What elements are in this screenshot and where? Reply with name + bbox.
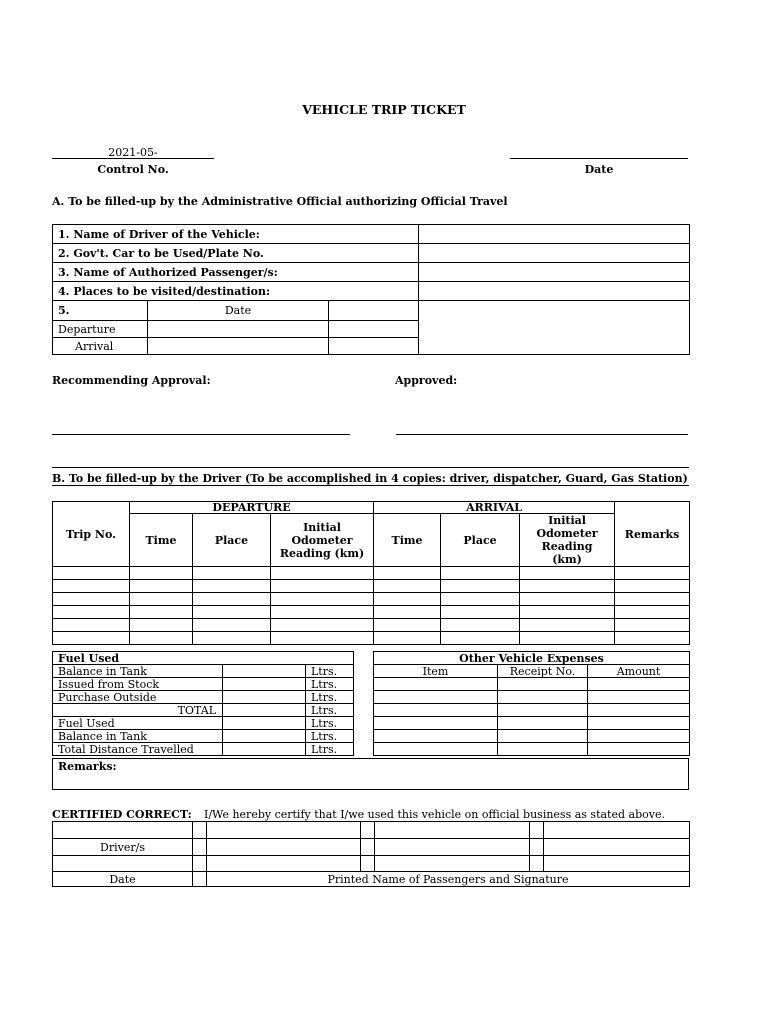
approved-signature-line[interactable] [396, 434, 688, 435]
trip-log-cell[interactable] [130, 632, 193, 645]
trip-log-cell[interactable] [53, 606, 130, 619]
trip-log-cell[interactable] [374, 606, 441, 619]
departure-time-header: Time [130, 514, 193, 567]
cert-check-box[interactable] [530, 822, 544, 839]
trip-log-cell[interactable] [615, 632, 690, 645]
destination-field[interactable] [419, 282, 690, 301]
trip-log-cell[interactable] [130, 593, 193, 606]
trip-log-cell[interactable] [441, 606, 520, 619]
trip-log-cell[interactable] [374, 567, 441, 580]
expense-row [374, 730, 690, 743]
departure-odometer-header: Initial Odometer Reading (km) [271, 514, 374, 567]
fuel-row [53, 678, 354, 691]
trip-log-cell[interactable] [520, 580, 615, 593]
trip-log-cell[interactable] [615, 593, 690, 606]
expense-cell[interactable] [374, 730, 498, 743]
fuel-row [53, 665, 354, 678]
expense-row [374, 743, 690, 756]
cert-check-box[interactable] [530, 839, 544, 856]
trip-log-cell[interactable] [615, 606, 690, 619]
control-number-label: Control No. [97, 163, 169, 176]
trip-log-cell[interactable] [271, 593, 374, 606]
trip-log-cell[interactable] [193, 619, 271, 632]
trip-log-cell[interactable] [374, 580, 441, 593]
fuel-row-label: TOTAL [53, 704, 223, 717]
fuel-table [52, 651, 354, 756]
expenses-amount-header: Amount [588, 665, 690, 678]
trip-log-cell[interactable] [520, 567, 615, 580]
fuel-row-label: Balance in Tank [53, 730, 223, 743]
trip-log-cell[interactable] [130, 606, 193, 619]
expense-cell[interactable] [588, 743, 690, 756]
expense-cell[interactable] [374, 717, 498, 730]
trip-log-cell[interactable] [615, 580, 690, 593]
fuel-row-label: Total Distance Travelled [53, 743, 223, 756]
arrival-label: Arrival [53, 338, 148, 355]
cert-date-label: Date [53, 872, 193, 887]
trip-log-cell[interactable] [53, 567, 130, 580]
fuel-unit: Ltrs. [306, 691, 354, 704]
trip-log-cell[interactable] [441, 593, 520, 606]
date-label: Date [584, 163, 614, 176]
fuel-amount-field[interactable] [223, 704, 306, 717]
fuel-used-heading: Fuel Used [53, 652, 354, 665]
trip-log-cell[interactable] [130, 580, 193, 593]
arrival-time-header: Time [374, 514, 441, 567]
fuel-row-label: Purchase Outside [53, 691, 223, 704]
trip-log-cell[interactable] [53, 593, 130, 606]
expenses-table [373, 651, 690, 756]
passengers-field[interactable] [419, 263, 690, 282]
fuel-unit: Ltrs. [306, 704, 354, 717]
trip-log-cell[interactable] [53, 632, 130, 645]
trip-log-cell[interactable] [271, 632, 374, 645]
passenger-signature-field[interactable] [375, 839, 530, 856]
trip-log-row [53, 619, 690, 632]
fuel-amount-field[interactable] [223, 743, 306, 756]
expense-cell[interactable] [498, 678, 588, 691]
expense-cell[interactable] [588, 704, 690, 717]
expense-cell[interactable] [498, 730, 588, 743]
fuel-amount-field[interactable] [223, 691, 306, 704]
recommending-approval-label: Recommending Approval: [52, 374, 211, 387]
departure-header: DEPARTURE [130, 502, 374, 514]
section-b-bottom-rule [52, 485, 689, 486]
fuel-amount-field[interactable] [223, 717, 306, 730]
trip-log-row [53, 632, 690, 645]
fuel-row [53, 717, 354, 730]
trip-log-cell[interactable] [520, 619, 615, 632]
cert-check-box[interactable] [193, 822, 207, 839]
fuel-unit: Ltrs. [306, 665, 354, 678]
fuel-amount-field[interactable] [223, 665, 306, 678]
expense-cell[interactable] [588, 730, 690, 743]
trip-log-row [53, 567, 690, 580]
arrival-odometer-header: Initial Odometer Reading (km) [520, 514, 615, 567]
cert-check-box[interactable] [361, 839, 375, 856]
trip-log-cell[interactable] [441, 619, 520, 632]
passenger-signature-field[interactable] [375, 856, 530, 872]
row5-blank[interactable] [329, 301, 419, 321]
arrival-date-field[interactable] [148, 338, 329, 355]
expense-row [374, 691, 690, 704]
cert-check-box[interactable] [361, 856, 375, 872]
section-a-table [52, 224, 690, 355]
certification-statement: I/We hereby certify that I/we used this vehicle on official business as stated above. [204, 808, 665, 821]
fuel-amount-field[interactable] [223, 730, 306, 743]
trip-log-cell[interactable] [271, 606, 374, 619]
passengers-label: 3. Name of Authorized Passenger/s: [53, 263, 419, 282]
departure-date-field[interactable] [148, 321, 329, 338]
fuel-row-label: Fuel Used [53, 717, 223, 730]
fuel-amount-field[interactable] [223, 678, 306, 691]
cert-check-box[interactable] [193, 839, 207, 856]
row5-number: 5. [53, 301, 148, 321]
trip-log-cell[interactable] [193, 567, 271, 580]
trip-log-cell[interactable] [374, 619, 441, 632]
trip-log-cell[interactable] [520, 593, 615, 606]
departure-label: Departure [53, 321, 148, 338]
trip-log-row [53, 593, 690, 606]
remarks-header: Remarks [615, 502, 690, 567]
expenses-heading: Other Vehicle Expenses [374, 652, 690, 665]
page-title: VEHICLE TRIP TICKET [302, 102, 466, 117]
trip-log-cell[interactable] [271, 619, 374, 632]
expense-cell[interactable] [588, 691, 690, 704]
plate-no-field[interactable] [419, 244, 690, 263]
cert-cell [53, 822, 193, 839]
trip-log-cell[interactable] [193, 580, 271, 593]
trip-log-cell[interactable] [271, 580, 374, 593]
section-a-heading: A. To be filled-up by the Administrative Official authorizing Official Travel [52, 195, 508, 208]
trip-log-cell[interactable] [193, 606, 271, 619]
cert-check-box[interactable] [361, 822, 375, 839]
expenses-receipt-header: Receipt No. [498, 665, 588, 678]
row5-date-header: Date [148, 301, 329, 321]
trip-log-cell[interactable] [130, 619, 193, 632]
certified-correct-label: CERTIFIED CORRECT: [52, 808, 192, 821]
trip-log-cell[interactable] [374, 632, 441, 645]
fuel-row [53, 691, 354, 704]
expense-row [374, 678, 690, 691]
fuel-row [53, 704, 354, 717]
expense-cell[interactable] [588, 678, 690, 691]
date-line[interactable] [510, 158, 688, 159]
recommending-signature-line[interactable] [52, 434, 350, 435]
expense-cell[interactable] [374, 678, 498, 691]
trip-log-cell[interactable] [53, 580, 130, 593]
cert-check-box[interactable] [193, 856, 207, 872]
expense-row [374, 704, 690, 717]
passenger-signature-field[interactable] [544, 856, 690, 872]
expense-cell[interactable] [498, 691, 588, 704]
fuel-row [53, 743, 354, 756]
cert-check-box[interactable] [530, 856, 544, 872]
fuel-remarks-label[interactable]: Remarks: [53, 759, 689, 790]
trip-log-cell[interactable] [441, 632, 520, 645]
expenses-item-header: Item [374, 665, 498, 678]
fuel-unit: Ltrs. [306, 730, 354, 743]
trip-log-cell[interactable] [441, 580, 520, 593]
printed-name-label: Printed Name of Passengers and Signature [207, 872, 690, 887]
trip-log-cell[interactable] [130, 567, 193, 580]
section-b-top-rule [52, 467, 689, 468]
passenger-signature-field[interactable] [375, 822, 530, 839]
arrival-extra-field[interactable] [329, 338, 419, 355]
trip-log-table [52, 501, 690, 645]
fuel-remarks-table [52, 758, 689, 790]
fuel-row-label: Issued from Stock [53, 678, 223, 691]
expense-cell[interactable] [498, 743, 588, 756]
arrival-place-header: Place [441, 514, 520, 567]
trip-log-row [53, 606, 690, 619]
arrival-header: ARRIVAL [374, 502, 615, 514]
trip-no-header: Trip No. [53, 502, 130, 567]
passenger-signature-field[interactable] [544, 822, 690, 839]
trip-log-cell[interactable] [615, 619, 690, 632]
departure-place-header: Place [193, 514, 271, 567]
trip-log-cell[interactable] [53, 619, 130, 632]
passenger-signature-field[interactable] [207, 856, 361, 872]
control-number-value[interactable]: 2021-05- [108, 146, 158, 159]
trip-log-cell[interactable] [520, 606, 615, 619]
expense-cell[interactable] [374, 743, 498, 756]
trip-log-row [53, 580, 690, 593]
fuel-unit: Ltrs. [306, 678, 354, 691]
trip-log-cell[interactable] [520, 632, 615, 645]
driver-name-label: 1. Name of Driver of the Vehicle: [53, 225, 419, 244]
drivers-label: Driver/s [53, 839, 193, 856]
trip-log-cell[interactable] [193, 632, 271, 645]
trip-log-cell[interactable] [441, 567, 520, 580]
row5-side-field[interactable] [419, 301, 690, 355]
driver-name-field[interactable] [419, 225, 690, 244]
passenger-signature-field[interactable] [544, 839, 690, 856]
control-number-line [52, 158, 214, 159]
section-b-heading: B. To be filled-up by the Driver (To be accomplished in 4 copies: driver, dispatcher, Guard, Gas Station) [52, 472, 688, 485]
fuel-row-label: Balance in Tank [53, 665, 223, 678]
fuel-unit: Ltrs. [306, 717, 354, 730]
plate-no-label: 2. Gov't. Car to be Used/Plate No. [53, 244, 419, 263]
trip-log-cell[interactable] [193, 593, 271, 606]
fuel-unit: Ltrs. [306, 743, 354, 756]
passenger-signature-field[interactable] [207, 839, 361, 856]
trip-log-cell[interactable] [374, 593, 441, 606]
cert-cell [53, 856, 193, 872]
passenger-signature-field[interactable] [207, 822, 361, 839]
expense-cell[interactable] [374, 691, 498, 704]
certification-table [52, 821, 690, 887]
cert-check-box[interactable] [193, 872, 207, 887]
approved-label: Approved: [395, 374, 458, 387]
fuel-row [53, 730, 354, 743]
trip-log-cell[interactable] [271, 567, 374, 580]
expense-cell[interactable] [374, 704, 498, 717]
expense-cell[interactable] [588, 717, 690, 730]
expense-cell[interactable] [498, 704, 588, 717]
trip-log-cell[interactable] [615, 567, 690, 580]
expense-row [374, 717, 690, 730]
destination-label: 4. Places to be visited/destination: [53, 282, 419, 301]
departure-extra-field[interactable] [329, 321, 419, 338]
expense-cell[interactable] [498, 717, 588, 730]
